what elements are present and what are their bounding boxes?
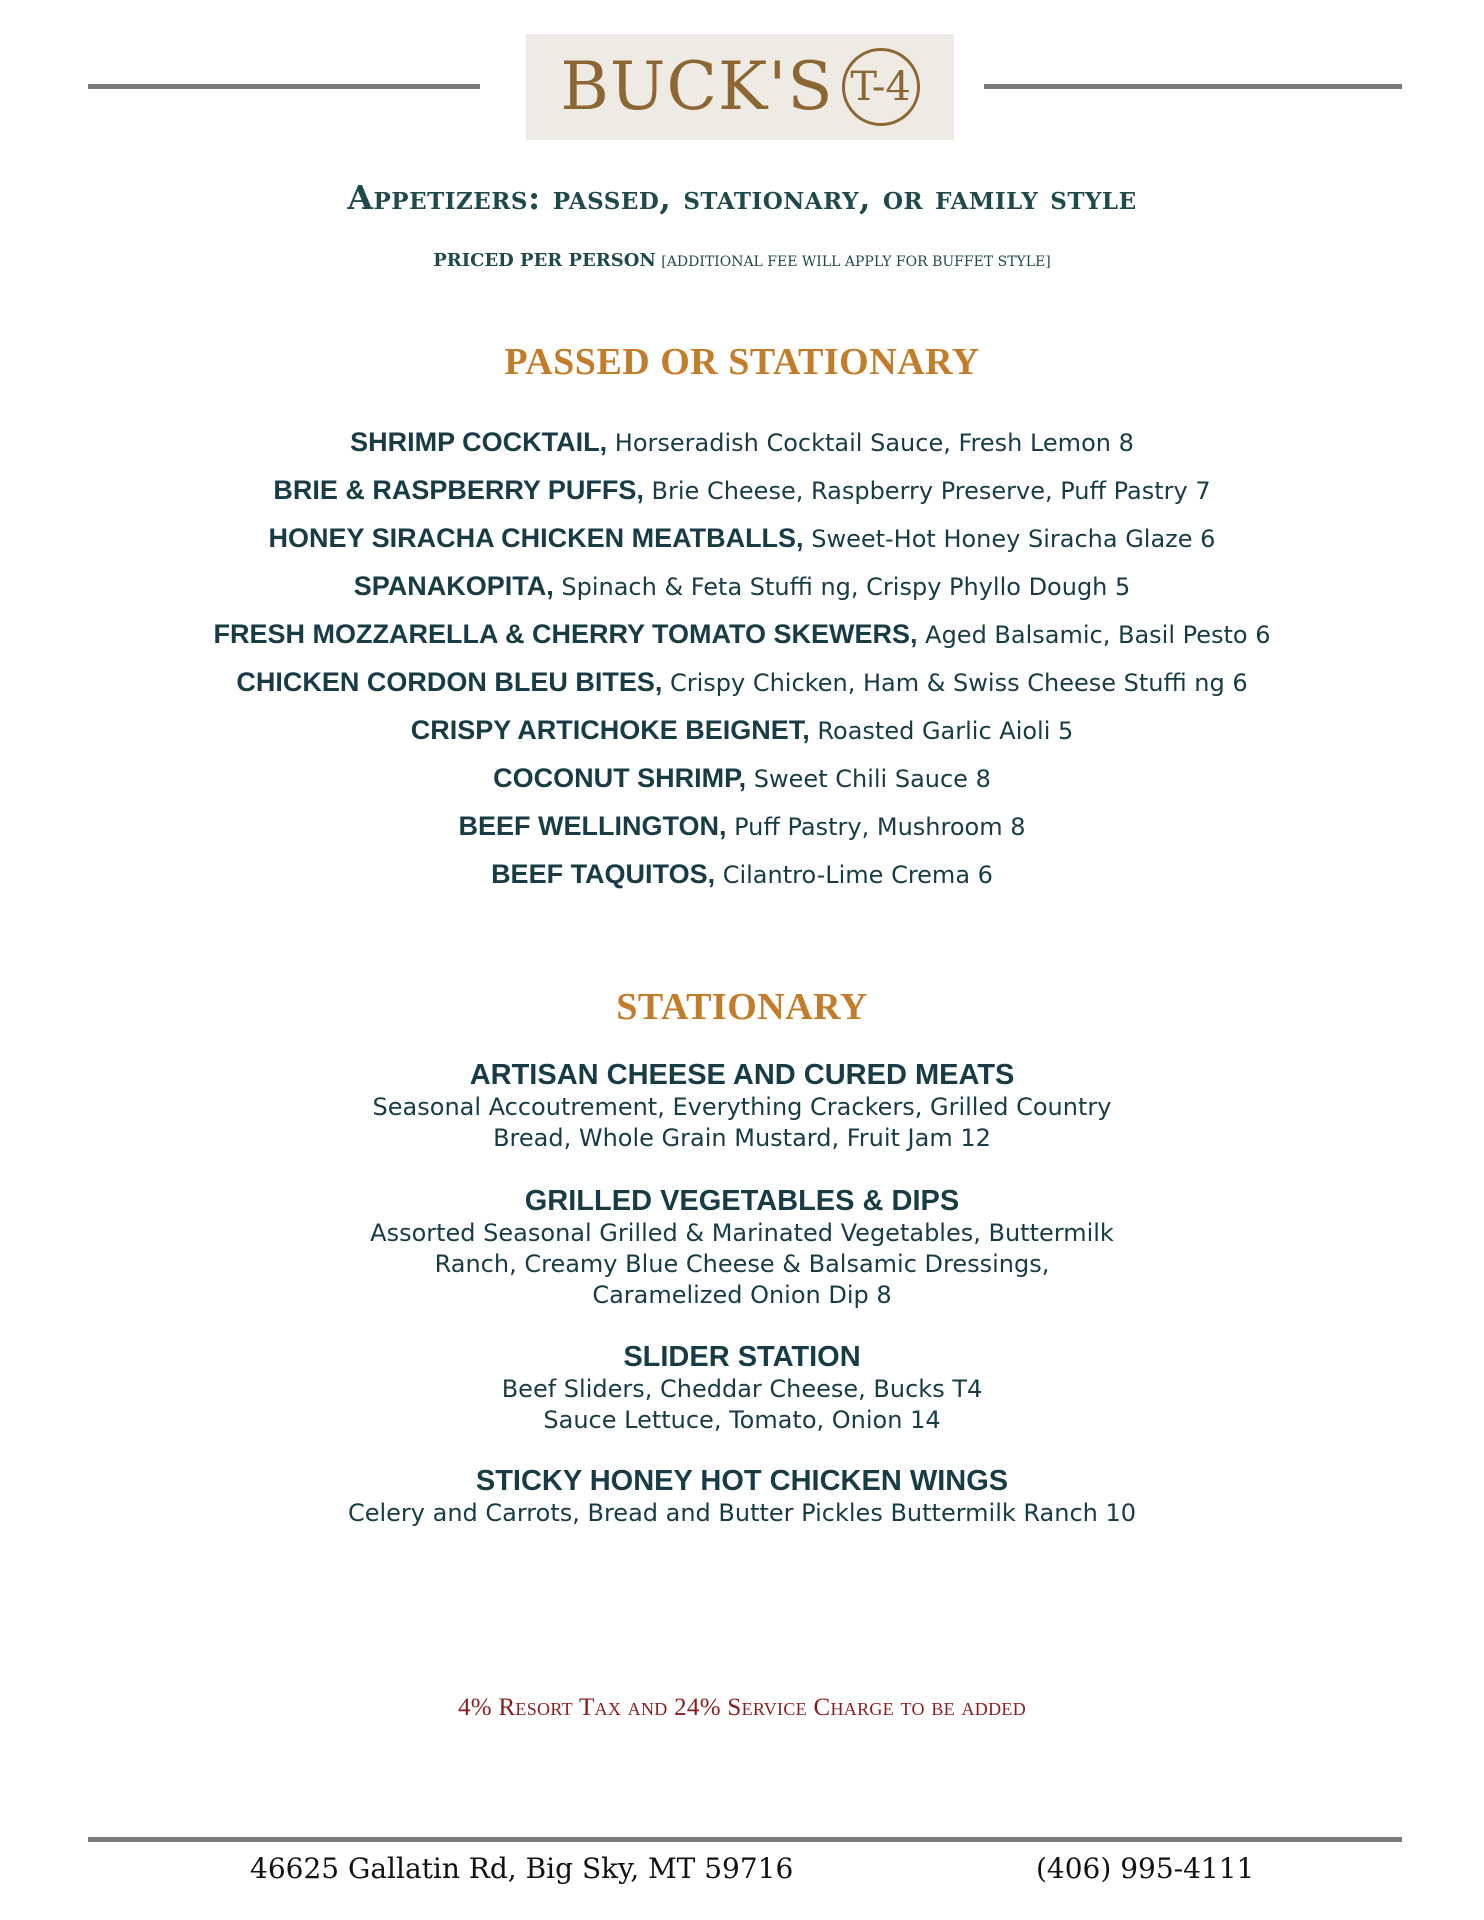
list-item — [0, 850, 1484, 898]
station-description: Assorted Seasonal Grilled & Marinated Vegetables, Buttermilk Ranch, Creamy Blue Cheese & Balsamic Dressings, Caramelized Onion Dip 8 — [370, 1219, 1114, 1309]
item-description: Puff Pastry, Mushroom 8 — [726, 813, 1026, 841]
page-title: Appetizers: passed, stationary, or family style — [347, 178, 1137, 217]
item-name: COCONUT SHRIMP, — [493, 763, 747, 793]
station-name: STICKY HONEY HOT CHICKEN WINGS — [475, 1465, 1009, 1497]
item-name: CHICKEN CORDON BLEU BITES, — [236, 667, 663, 697]
header-rule-left — [88, 84, 480, 89]
station-block — [0, 1184, 1484, 1311]
pricing-note — [0, 250, 1484, 271]
item-description: Horseradish Cocktail Sauce, Fresh Lemon 8 — [607, 429, 1134, 457]
footer-rule — [88, 1837, 1402, 1842]
section-title-stationary: STATIONARY — [616, 986, 868, 1028]
station-block — [0, 1340, 1484, 1436]
station-name: SLIDER STATION — [623, 1341, 861, 1373]
item-description: Sweet-Hot Honey Siracha Glaze 6 — [803, 525, 1216, 553]
list-item — [0, 658, 1484, 706]
passed-items-list — [0, 418, 1484, 898]
item-name: BEEF TAQUITOS, — [491, 859, 716, 889]
list-item — [0, 418, 1484, 466]
item-description: Aged Balsamic, Basil Pesto 6 — [917, 621, 1271, 649]
footer-address: 46625 Gallatin Rd, Big Sky, MT 59716 — [250, 1852, 794, 1885]
item-name: CRISPY ARTICHOKE BEIGNET, — [410, 715, 810, 745]
list-item — [0, 514, 1484, 562]
header-rule-right — [984, 84, 1402, 89]
logo-wordmark: BUCK'S — [560, 48, 834, 125]
item-name: HONEY SIRACHA CHICKEN MEATBALLS, — [268, 523, 804, 553]
station-block — [0, 1464, 1484, 1529]
item-name: BRIE & RASPBERRY PUFFS, — [273, 475, 644, 505]
item-name: SHRIMP COCKTAIL, — [350, 427, 608, 457]
list-item — [0, 754, 1484, 802]
station-name: ARTISAN CHEESE AND CURED MEATS — [469, 1059, 1015, 1091]
tax-service-note: 4% Resort Tax and 24% Service Charge to be added — [457, 1694, 1026, 1721]
item-description: Cilantro-Lime Crema 6 — [715, 861, 993, 889]
station-name: GRILLED VEGETABLES & DIPS — [524, 1185, 960, 1217]
list-item — [0, 562, 1484, 610]
pricing-note-detail: [ADDITIONAL FEE WILL APPLY FOR BUFFET STYLE] — [661, 254, 1051, 270]
station-description: Seasonal Accoutrement, Everything Crackers, Grilled Country Bread, Whole Grain Mustard, Fruit Jam 12 — [372, 1093, 1112, 1152]
pricing-note-strong: PRICED PER PERSON — [433, 250, 656, 271]
item-description: Spinach & Feta Stuffi ng, Crispy Phyllo Dough 5 — [553, 573, 1131, 601]
item-name: SPANAKOPITA, — [353, 571, 554, 601]
station-block — [0, 1058, 1484, 1154]
footer-phone: (406) 995-4111 — [1036, 1852, 1255, 1885]
item-description: Crispy Chicken, Ham & Swiss Cheese Stuffi ng 6 — [662, 669, 1248, 697]
logo-seal-icon: T-4 — [842, 48, 920, 126]
item-description: Brie Cheese, Raspberry Preserve, Puff Pastry 7 — [643, 477, 1211, 505]
bucks-t4-logo — [526, 34, 954, 140]
section-title-passed: PASSED OR STATIONARY — [504, 341, 980, 383]
list-item — [0, 802, 1484, 850]
item-description: Roasted Garlic Aioli 5 — [809, 717, 1074, 745]
item-name: FRESH MOZZARELLA & CHERRY TOMATO SKEWERS, — [213, 619, 918, 649]
list-item — [0, 706, 1484, 754]
station-description: Celery and Carrots, Bread and Butter Pickles Buttermilk Ranch 10 — [347, 1499, 1137, 1527]
station-description: Beef Sliders, Cheddar Cheese, Bucks T4 Sauce Lettuce, Tomato, Onion 14 — [501, 1375, 983, 1434]
list-item — [0, 466, 1484, 514]
item-description: Sweet Chili Sauce 8 — [746, 765, 991, 793]
item-name: BEEF WELLINGTON, — [458, 811, 727, 841]
list-item — [0, 610, 1484, 658]
